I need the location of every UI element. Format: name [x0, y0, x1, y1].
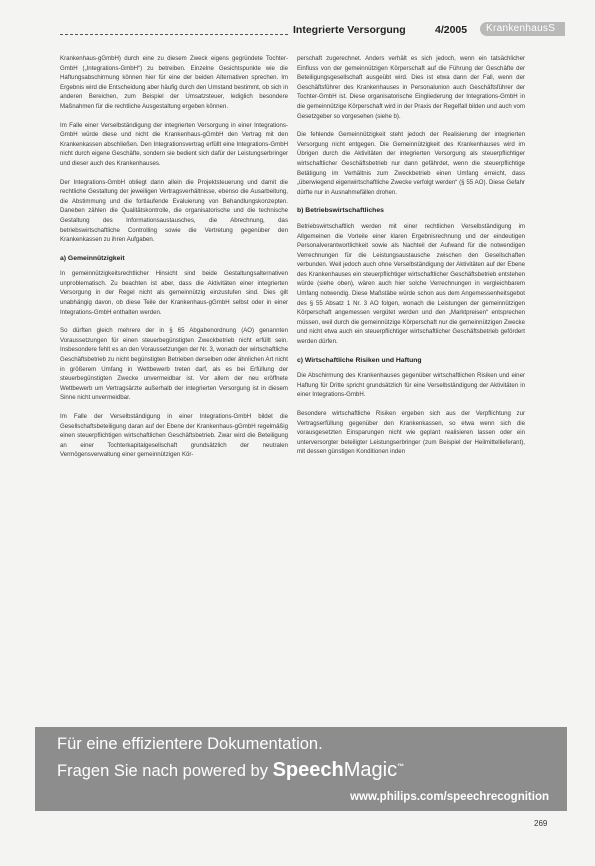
paragraph: Im Falle der Verselbständigung in einer Integrations-GmbH bildet die Gesellschaftsbeteiligung daran auf der Ebene der Krankenhaus-gGmbH regelmäßig einen steuerpflichtigen wirtschaftlichen Geschäftsbetrieb. Zwar wird die Beteiligung an einer Tochterkapitalgesellschaft grundsätzlich der neutralen Vermögensverwaltung einer gemeinnützigen Kör- [60, 413, 288, 459]
section-heading-risiken-haftung: c) Wirtschaftliche Risiken und Haftung [297, 356, 422, 364]
speechmagic-advertisement [35, 727, 567, 811]
paragraph: In gemeinnützigkeitsrechtlicher Hinsicht sind beide Gestaltungsalternativen unproblematisch. Zu beachten ist aber, dass die Aktivitäten einer integrierten Versorgung in der Regel nicht als gemeinnützig einzustufen sind. Dies gilt unabhängig davon, ob diese Teile der Krankenhaus-gGmbH selbst oder in einer Integrations-GmbH enthalten werden. [60, 270, 288, 316]
paragraph: Krankenhaus-gGmbH) durch eine zu diesem Zweck eigens gegründete Tochter-GmbH („Integrations-GmbH“) zu betreiben. Einzelne Gesichtspunkte wie die Haftungsabschirmung können hier für eine der beiden Alternativen sprechen. Im Ergebnis wird die Entscheidung aber häufig durch den Umstand bestimmt, ob sich in anderen Bereichen, zum Beispiel der Umsatzsteuer, lediglich besondere Maßnahmen für die rechtliche Ausgestaltung ergeben können. [60, 55, 288, 110]
ad-subline-text: Fragen Sie nach powered by [57, 762, 268, 780]
speechmagic-logo [273, 759, 405, 781]
ad-subline [57, 759, 404, 782]
paragraph: Im Falle einer Verselbständigung der integrierten Versorgung in einer Integrations-GmbH würde diese und nicht die Krankenhaus-gGmbH den Vertrag mit den Krankenkassen abschließen. Den Integrationsvertrag erfüllt eine Integrations-GmbH nicht durch eigene Geschäfte, sondern sie bedient sich dafür der Leistungserbringer und dieser auch des Krankenhauses. [60, 121, 288, 167]
page-number: 269 [534, 819, 548, 828]
issue-number: 4/2005 [435, 24, 468, 36]
header-rule [60, 34, 288, 35]
paragraph: Die fehlende Gemeinnützigkeit steht jedoch der Realisierung der integrierten Versorgung nicht entgegen. Die Gemeinnützigkeit des Krankenhauses wird im Übrigen durch die Aktivitäten der integrierten Versorgung als steuerpflichtiger wirtschaftlicher Geschäftsbetrieb nur dann gefährdet, wenn die steuerpflichtige Betätigung im Verhältnis zum Zweckbetrieb einen Umfang erreicht, dass „überwiegend eigenwirtschaftliche Zwecke verfolgt werden“ (§ 55 AO). Diese Gefahr dürfte nur in Ausnahmefällen drohen. [297, 131, 525, 196]
krankenhaus-logo: KrankenhausS [480, 22, 565, 36]
left-text-column [60, 54, 288, 469]
right-text-column [297, 54, 525, 466]
paragraph: Der Integrations-GmbH obliegt dann allein die Projektsteuerung und damit die rechtliche Gestaltung der jeweiligen Vertragsverhältnisse, ebenso die Ausarbeitung, die Abstimmung und die fortlaufende Evaluierung von Behandlungskonzepten. Daneben zählen die Qualitätskontrolle, die organisatorische und die technische Gestaltung des Informationsaustausches, die Abrechnung, das betriebswirtschaftliche Controlling sowie die Vertretung gegenüber den Krankenkassen zu ihren Aufgaben. [60, 178, 288, 244]
trademark-symbol: ™ [397, 763, 405, 771]
section-heading-betriebswirtschaftliches: b) Betriebswirtschaftliches [297, 207, 384, 215]
ad-headline: Für eine effizientere Dokumentation. [57, 735, 323, 753]
running-header [0, 22, 595, 44]
brand-part-speech: Speech [272, 759, 344, 781]
magazine-title: Integrierte Versorgung [293, 24, 406, 36]
section-heading-gemeinnuetzigkeit: a) Gemeinnützigkeit [60, 254, 125, 262]
paragraph: Die Abschirmung des Krankenhauses gegenüber wirtschaftlichen Risiken und einer Haftung für Dritte spricht grundsätzlich für eine Verselbständigung der Aktivitäten in einer Integrations-GmbH. [297, 372, 525, 399]
paragraph: Betriebswirtschaftlich werden mit einer rechtlichen Verselbständigung im Allgemeinen die Vorteile einer klaren Ergebnisrechnung und der eindeutigen Personalverantwortlichkeit sowie als Nachteil der Aufwand für die notwendigen Verrechnungen für die Leistungsaustausche zwischen den Gesellschaften verbunden. Weil jedoch auch ohne Verselbständigung der Aktivitäten auf der Ebene des Krankenhauses ein steuerpflichtiger wirtschaftlicher Geschäftsbetrieb entstehen würde (siehe oben), wären auch hier solche Verrechnungen in vergleichbarem Umfang notwendig. Diese Maßstäbe würde schon aus dem Angemessenheitsgebot des § 55 Absatz 1 Nr. 3 AO folgen, wonach die Leistungen der gemeinnützigen Körperschaft angemessen vergütet werden und den „Marktpreisen“ entsprechen müssen, weil durch die gemeinnützige Körperschaft nur die gemeinnützigen Zwecke und nicht etwa auch ein steuerpflichtiger wirtschaftlicher Geschäftsbetrieb gefördert werden dürfen. [297, 222, 525, 346]
paragraph: So dürften gleich mehrere der in § 65 Abgabenordnung (AO) genannten Voraussetzungen für einen steuerbegünstigten Zweckbetrieb nicht erfüllt sein. Insbesondere fehlt es an den Voraussetzungen der Nr. 3, wonach der wirtschaftliche Geschäftsbetrieb zu nicht begünstigten Betrieben derselben oder ähnlichen Art nicht in größerem Umfang in Wettbewerb treten darf, als es bei Erfüllung der steuerbegünstigten Zwecke unvermeidbar ist. Vor allem der neu eröffnete Wettbewerb um Vertragsärzte außerhalb der integrierten Versorgung ist in diesem Sinne nicht unvermeidbar. [60, 327, 288, 402]
ad-url: www.philips.com/speechrecognition [350, 791, 549, 803]
paragraph: Besondere wirtschaftliche Risiken ergeben sich aus der Verpflichtung zur Vertragserfüllung gegenüber den Krankenkassen, so etwa wenn sich die vorausgesetzten Einsparungen nicht wie geplant realisieren lassen oder ein unterversorgter beteiligter Leistungserbringer (zum Beispiel der Heilmittellieferant), mit dessen günstigen Konditionen inden [297, 410, 525, 456]
brand-part-magic: Magic [343, 759, 398, 781]
paragraph: perschaft zugerechnet. Anders verhält es sich jedoch, wenn ein tatsächlicher Einfluss von der gemeinnützigen Körperschaft auf die Führung der Geschäfte der Beteiligungsgesellschaft ausgeübt wird. Dies ist etwa dann der Fall, wenn der Geschäftsführer des Krankenhauses in Personalunion auch Geschäftsführer der Tochter-GmbH ist. Diese organisatorische Eingliederung der Integrations-GmbH in die gemeinnützige Körperschaft wird in der Praxis der Regelfall bilden und auch vom Gesetzgeber so vorgesehen (siehe b). [297, 55, 525, 120]
